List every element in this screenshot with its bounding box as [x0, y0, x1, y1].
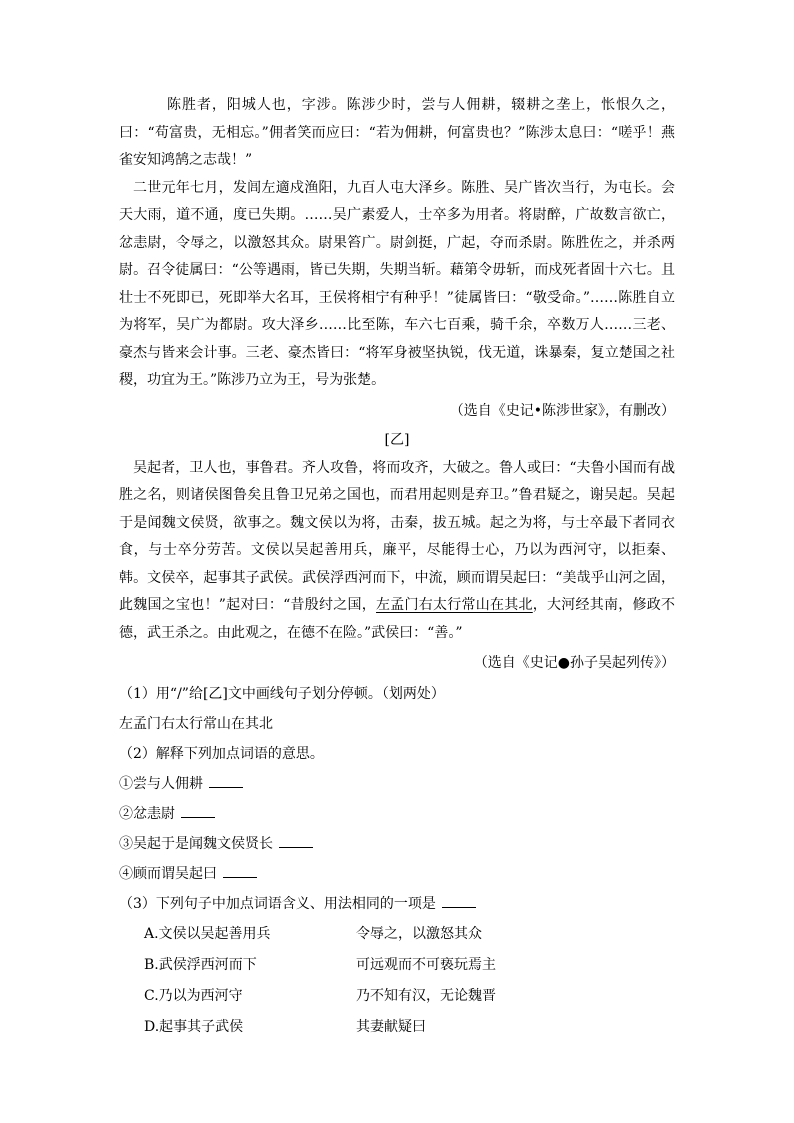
option-c-left: C.乃以为西河守	[144, 987, 243, 1004]
question-2-item-2	[119, 799, 675, 829]
passage-jia-paragraph-2: 二世元年七月，发闾左適戍渔阳，九百人屯大泽乡。陈胜、吴广皆次当行，为屯长。会天大雨，道不通，度已失期。……吴广素爱人，士卒多为用者。将尉醉，广故数言欲亡，忿恚尉，令辱之，以激怒其众。尉果笞广。尉剑挺，广起，夺而杀尉。陈胜佐之，并杀两尉。召令徒属曰：“公等遇雨，皆已失期，失期当斩。藉第令毋斩，而戍死者固十六七。且壮士不死即已，死即举大名耳，王侯将相宁有种乎！”徒属皆曰：“敬受命。”……陈胜自立为将军，吴广为都尉。攻大泽乡……比至陈，车六七百乘，骑千余，卒数万人……三老、豪杰与皆来会计事。三老、豪杰皆曰：“将军身被坚执锐，伐无道，诛暴秦，复立楚国之社稷，功宜为王。”陈涉乃立为王，号为张楚。	[119, 179, 675, 388]
question-2-item-2-text: ②忿恚尉	[119, 805, 175, 822]
answer-blank[interactable]	[279, 835, 313, 848]
option-row-c	[119, 981, 675, 1012]
option-a-left: A.文侯以吴起善用兵	[144, 925, 271, 942]
option-row-b	[119, 950, 675, 981]
document-page	[119, 92, 675, 1043]
option-b-right: 可远观而不可亵玩焉主	[356, 956, 496, 973]
answer-blank[interactable]	[181, 805, 215, 818]
passage-yi-label: [乙]	[384, 432, 410, 448]
question-2-item-4-text: ④顾而谓吴起曰	[119, 865, 217, 882]
passage-yi-text-before: 吴起者，卫人也，事鲁君。齐人攻鲁，将而攻齐，大破之。鲁人或曰：“夫鲁小国而有战胜之名，则诸侯图鲁矣且鲁卫兄弟之国也，而君用起则是弃卫。”鲁君疑之，谢吴起。吴起于是闻魏文侯贤，欲事之。魏文侯以为将，击秦，拔五城。起之为将，与士卒最下者同衣食，与士卒分劳苦。文侯以吴起善用兵，廉平，尽能得士心，乃以为西河守，以拒秦、韩。文侯卒，起事其子武侯。武侯浮西河而下，中流，顾而谓吴起曰：“美哉乎山河之固，此魏国之宝也！”起对曰：“昔殷纣之国，	[119, 459, 675, 613]
option-row-a	[119, 919, 675, 950]
passage-jia-paragraph-1: 陈胜者，阳城人也，字涉。陈涉少时，尝与人佣耕，辍耕之垄上，怅恨久之，曰：“苟富贵，无相忘。”佣者笑而应曰：“若为佣耕，何富贵也？”陈涉太息曰：“嗟乎！燕雀安知鸿鹄之志哉！”	[119, 97, 675, 168]
question-2-item-1	[119, 769, 675, 799]
question-2: （2）解释下列加点词语的意思。	[119, 745, 324, 762]
passage-yi-text-after: ，大河经其南，修政不德，武王杀之。由此观之，在德不在险。”武侯曰：“善。”	[119, 597, 675, 641]
question-3	[119, 889, 675, 919]
passage-yi-paragraph	[119, 455, 675, 648]
question-1: （1）用“/”给[乙]文中画线句子划分停顿。（划两处）	[119, 685, 445, 702]
answer-blank[interactable]	[223, 865, 257, 878]
option-b-left: B.武侯浮西河而下	[144, 956, 257, 973]
option-c-right: 乃不知有汉，无论魏晋	[356, 987, 496, 1004]
question-1-sentence: 左孟门右太行常山在其北	[119, 715, 273, 732]
question-2-item-1-text: ①尝与人佣耕	[119, 775, 203, 792]
passage-yi-underlined-sentence: 左孟门右太行常山在其北	[376, 597, 533, 613]
question-3-text: （3）下列句子中加点词语含义、用法相同的一项是	[119, 895, 436, 912]
answer-blank[interactable]	[442, 895, 476, 908]
passage-jia-source: （选自《史记•陈涉世家》，有删改）	[449, 402, 675, 419]
answer-blank[interactable]	[209, 775, 243, 788]
question-2-item-3-text: ③吴起于是闻魏文侯贤长	[119, 835, 273, 852]
option-a-right: 令辱之，以激怒其众	[356, 925, 482, 942]
question-2-item-3	[119, 829, 675, 859]
option-d-right: 其妻献疑曰	[356, 1018, 426, 1035]
option-d-left: D.起事其子武侯	[144, 1018, 244, 1035]
option-row-d	[119, 1012, 675, 1043]
passage-yi-source: （选自《史记●孙子吴起列传》）	[473, 655, 675, 671]
question-2-item-4	[119, 859, 675, 889]
